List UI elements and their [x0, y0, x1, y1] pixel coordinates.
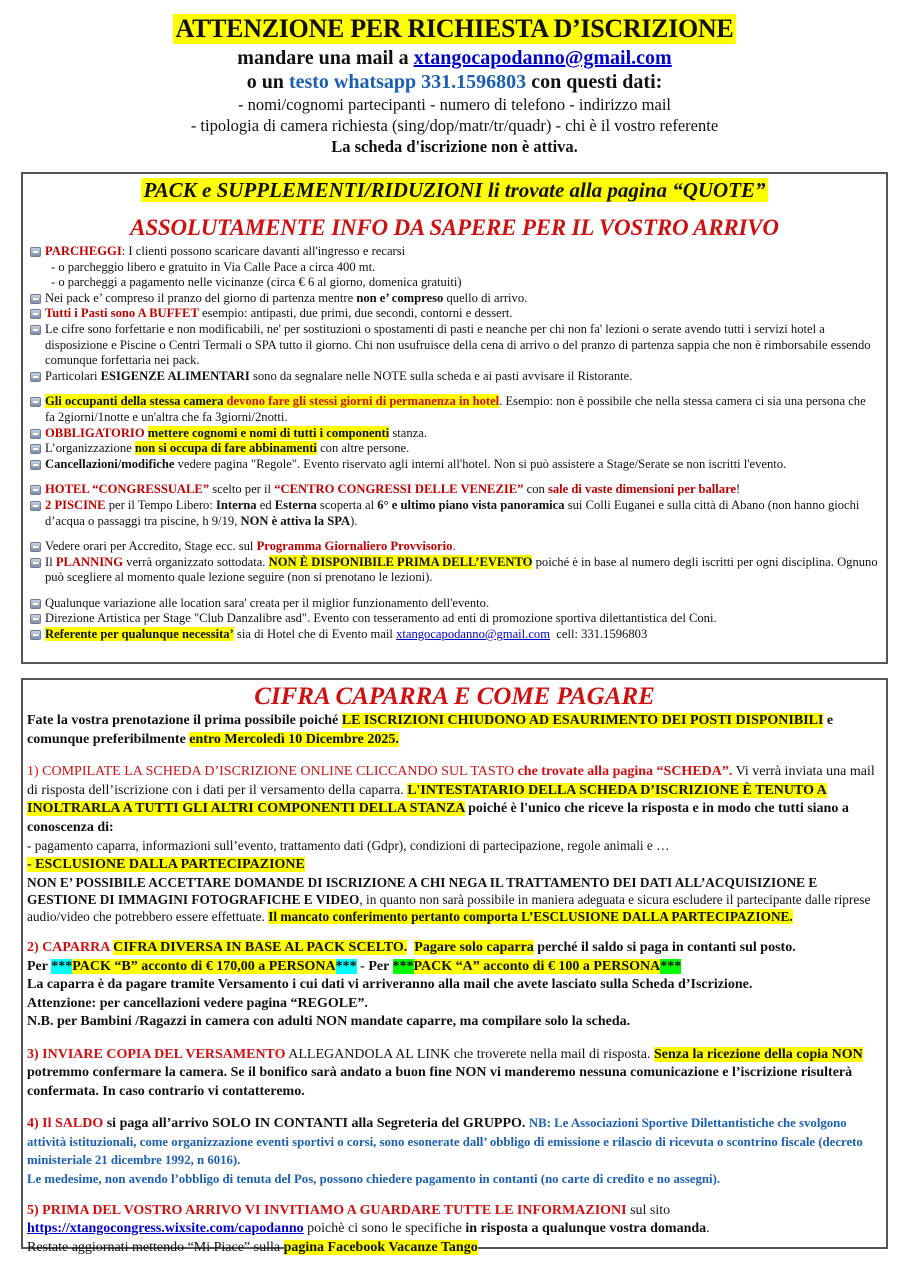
- bullet-icon: [30, 501, 41, 511]
- list-item-variazione: Qualunque variazione alle location sara' creata per il miglior funzionamento dell'evento.: [27, 596, 878, 612]
- referente-email-link[interactable]: xtangocapodanno@gmail.com: [396, 627, 550, 642]
- bullet-icon: [30, 309, 41, 319]
- bullet-icon: [30, 542, 41, 552]
- payment-box: [21, 678, 888, 1255]
- header: [0, 14, 909, 157]
- bullet-icon: [30, 460, 41, 470]
- list-item-hotel: HOTEL “CONGRESSUALE” scelto per il “CENTRO CONGRESSI DELLE VENEZIE” con sale di vaste dimensioni per ballare!: [27, 482, 878, 498]
- pack-b-deposit: PACK “B” acconto di € 170,00 a PERSONA: [72, 958, 336, 974]
- list-item-occupanti: Gli occupanti della stessa camera devono fare gli stessi giorni di permanenza in hotel. Esempio: non è possibile che nella stessa camera ci sia una persona che fa 2giorni/1notte e un'altra che fa 3giorni/2notti.: [27, 394, 878, 425]
- bullet-icon: [30, 294, 41, 304]
- step-3: 3) INVIARE COPIA DEL VERSAMENTO ALLEGANDOLA AL LINK che troverete nella mail di risposta. Senza la ricezione della copia NON potremmo confermare la camera. Se il bonifico sarà andato a buon fine NON vi manderemo nessuna comunicazione e l’iscrizione risulterà confermata. In caso contrario vi contatteremo.: [27, 1046, 863, 1099]
- mail-prefix: mandare una mail a: [237, 47, 414, 69]
- step-2: 2) CAPARRA CIFRA DIVERSA IN BASE AL PACK SCELTO. Pagare solo caparra perché il saldo si paga in contanti sul posto. Per ***PACK “B” acconto di € 170,00 a PERSONA*** - Per ***PACK “A” acconto di € 100 a PERSONA*** La caparra è da pagare tramite Versamento i cui dati vi arriveranno alla mail che avete lasciato sulla Scheda d’Iscrizione. Attenzione: per cancellazioni vedere pagina “REGOLE”. N.B. per Bambini /Ragazzi in camera con adulti NON mandate caparre, ma compilare solo la scheda.: [27, 940, 796, 1029]
- required-data-1: - nomi/cognomi partecipanti - numero di telefono - indirizzo mail: [238, 95, 671, 114]
- list-item-abbinamenti: L’organizzazione non si occupa di fare abbinamenti con altre persone.: [27, 441, 878, 457]
- bullet-icon: [30, 614, 41, 624]
- website-link[interactable]: https://xtangocongress.wixsite.com/capodanno: [27, 1221, 304, 1236]
- list-item-obbligatorio: OBBLIGATORIO mettere cognomi e nomi di tutti i componenti stanza.: [27, 426, 878, 442]
- email-link[interactable]: xtangocapodanno@gmail.com: [413, 47, 672, 69]
- list-item-orari: Vedere orari per Accredito, Stage ecc. sul Programma Giornaliero Provvisorio.: [27, 539, 878, 555]
- bullet-icon: [30, 325, 41, 335]
- bullet-icon: [30, 630, 41, 640]
- parking-option-free: - o parcheggio libero e gratuito in Via Calle Pace a circa 400 mt.: [51, 259, 376, 274]
- step-5: 5) PRIMA DEL VOSTRO ARRIVO VI INVITIAMO A GUARDARE TUTTE LE INFORMAZIONI sul sito https://xtangocongress.wixsite.com/capodanno poichè ci sono le specifiche in risposta a qualunque vostra domanda. Restate aggiornati mettendo “Mi Piace” sulla pagina Facebook Vacanze Tango: [27, 1202, 710, 1255]
- bullet-icon: [30, 397, 41, 407]
- bullet-icon: [30, 247, 41, 257]
- whatsapp-suffix: con questi dati:: [526, 71, 663, 93]
- list-item-cancellazioni: Cancellazioni/modifiche vedere pagina "Regole". Evento riservato agli interni all'hotel. Non si può assistere a Stage/Serate se non iscritti l'evento.: [27, 457, 878, 473]
- required-data-2: - tipologia di camera richiesta (sing/dop/matr/tr/quadr) - chi è il vostro referente: [190, 116, 719, 135]
- bullet-icon: [30, 485, 41, 495]
- form-status: La scheda d'iscrizione non è attiva.: [331, 137, 578, 156]
- parking-option-paid: - o parcheggi a pagamento nelle vicinanze (circa € 6 al giorno, domenica gratuiti): [51, 275, 462, 290]
- step-4: 4) Il SALDO si paga all’arrivo SOLO IN CONTANTI alla Segreteria del GRUPPO. NB: Le Associazioni Sportive Dilettantistiche che svolgono attività istituzionali, come organizzazione eventi sportivi o corsi, sono esonerate dall’ obbligo di emissione e rilascio di ricevuta o scontrino fiscale (decreto ministeriale 21 dicembre 1992, n 6016). Le medesime, non avendo l’obbligo di tenuta del Pos, possono chiedere pagamento in contanti (no carte di credito e no assegni).: [27, 1116, 863, 1186]
- page-title: ATTENZIONE PER RICHIESTA D’ISCRIZIONE: [173, 14, 737, 44]
- whatsapp-prefix: o un: [246, 71, 289, 93]
- payment-heading: CIFRA CAPARRA E COME PAGARE: [254, 683, 655, 710]
- list-item-piscine: 2 PISCINE per il Tempo Libero: Interna ed Esterna scoperta al 6° e ultimo piano vista panoramica sui Colli Euganei e sulla città di Abano (non hanno giochi d’acqua o passaggi tra piscine, h 9/19, NON è attiva la SPA).: [27, 498, 878, 529]
- list-item-referente: Referente per qualunque necessita’ sia di Hotel che di Evento mail xtangocapodanno@gmail.com cell: 331.1596803: [27, 627, 878, 643]
- facebook-page-link[interactable]: pagina Facebook Vacanze Tango: [283, 1239, 478, 1255]
- list-item-planning: Il PLANNING verrà organizzato sottodata. NON È DISPONIBILE PRIMA DELL’EVENTO poiché è in base al numero degli iscritti per ogni disciplina. Ognuno può scegliere al momento quale lezione seguire (non si prenotano le lezioni).: [27, 555, 878, 586]
- list-item-buffet: Tutti i Pasti sono A BUFFET esempio: antipasti, due primi, due secondi, contorni e dessert.: [27, 306, 878, 322]
- bullet-icon: [30, 599, 41, 609]
- pack-subtitle: PACK e SUPPLEMENTI/RIDUZIONI li trovate alla pagina “QUOTE”: [143, 178, 766, 202]
- list-item-parcheggi: PARCHEGGI: I clienti possono scaricare davanti all'ingresso e recarsi: [27, 244, 878, 260]
- list-item-esigenze: Particolari ESIGENZE ALIMENTARI sono da segnalare nelle NOTE sulla scheda e ai pasti avvisare il Ristorante.: [27, 369, 878, 385]
- bullet-icon: [30, 444, 41, 454]
- list-item-cifre: Le cifre sono forfettarie e non modificabili, ne' per sostituzioni o spostamenti di pasti e neanche per chi non fa' lezioni o serate avendo tutti i servizi hotel a disposizione e Piscine o Centri Termali o SPA tutto il giorno. Chi non usufruisce della cena di arrivo o del pranzo di partenza sappia che non è rimborsabile essendo comunque forfettaria nei pack.: [27, 322, 878, 369]
- bullet-icon: [30, 372, 41, 382]
- whatsapp-number: testo whatsapp 331.1596803: [288, 71, 527, 93]
- bullet-icon: [30, 429, 41, 439]
- bullet-icon: [30, 558, 41, 568]
- info-list: [23, 241, 886, 643]
- step-1: 1) COMPILATE LA SCHEDA D’ISCRIZIONE ONLINE CLICCANDO SUL TASTO che trovate alla pagina “SCHEDA”. Vi verrà inviata una mail di risposta dell’iscrizione con i dati per il versamento della caparra. L'INTESTATARIO DELLA SCHEDA D’ISCRIZIONE È TENUTO A INOLTRARLA A TUTTI GLI ALTRI COMPONENTI DELLA STANZA poiché è l'unico che riceve la risposta e in modo che tutti siano a conoscenza di: - pagamento caparra, informazioni sull’evento, trattamento dati (Gdpr), condizioni di partecipazione, regole animali e … - ESCLUSIONE DALLA PARTECIPAZIONE NON E’ POSSIBILE ACCETTARE DOMANDE DI ISCRIZIONE A CHI NEGA IL TRATTAMENTO DEI DATI ALL’ACQUISIZIONE E GESTIONE DI IMMAGINI FOTOGRAFICHE E VIDEO, in quanto non sarà possibile in maniera adeguata e sicura escludere il partecipante dalle riprese audio/video che potrebbero essere effettuate. Il mancato conferimento pertanto comporta L’ESCLUSIONE DALLA PARTECIPAZIONE.: [27, 764, 875, 924]
- arrival-info-heading: ASSOLUTAMENTE INFO DA SAPERE PER IL VOSTRO ARRIVO: [130, 215, 779, 240]
- list-item-direzione: Direzione Artistica per Stage "Club Danzalibre asd". Evento con tesseramento ad enti di promozione sportiva dilettantistica del Coni.: [27, 611, 878, 627]
- pack-a-deposit: PACK “A” acconto di € 100 a PERSONA: [413, 958, 661, 974]
- info-box: [21, 172, 888, 664]
- list-item-pranzo: Nei pack e’ compreso il pranzo del giorno di partenza mentre non e’ compreso quello di arrivo.: [27, 291, 878, 307]
- intro-paragraph: Fate la vostra prenotazione il prima possibile poiché LE ISCRIZIONI CHIUDONO AD ESAURIMENTO DEI POSTI DISPONIBILI e comunque preferibilmente entro Mercoledì 10 Dicembre 2025.: [27, 713, 834, 747]
